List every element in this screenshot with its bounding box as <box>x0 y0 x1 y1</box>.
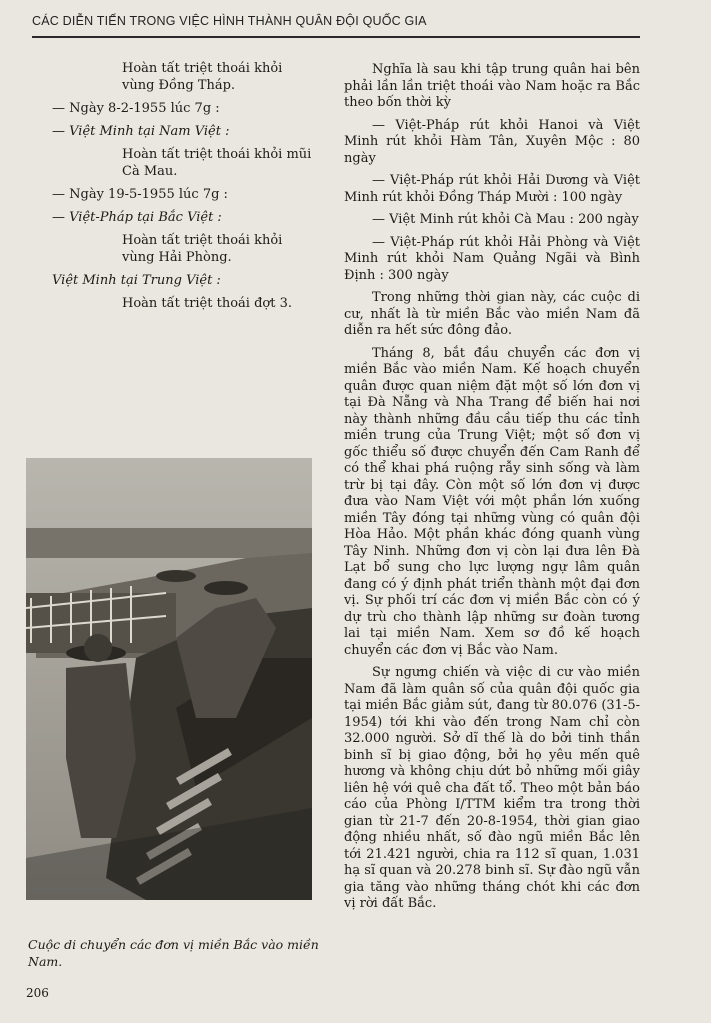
left-line-party: — Việt Minh tại Nam Việt : <box>52 124 230 139</box>
paragraph: — Việt Minh rút khỏi Cà Mau : 200 ngày <box>372 212 639 227</box>
page-number: 206 <box>26 986 49 1000</box>
paragraph: Tháng 8, bắt đầu chuyển các đơn vị miền Bắc vào miền Nam. Kế hoạch chuyển quân được quan niệm đặt một số lớn đơn vị tại Đà Nẵng và Nha Trang để biến hai nơi này thành những đầu cầu tiếp thu các tỉnh miền trung của Trung Việt; một số đơn vị gốc thiểu số được chuyển đến Cam Ranh để có thể khai phá ruộng rẫy sinh sống và làm trừ bị tại đây. Còn một số lớn đơn vị được đưa vào Nam Việt với một phần lớn xuống miền Tây đóng tại những vùng có quân đội Hòa Hảo. Một phần khác đóng quanh vùng Tây Ninh. Những đơn vị còn lại đưa lên Đà Lạt bổ sung cho lực lượng ngự lâm quân đang có ý định phát triển thành một đại đơn vị. Sự phối trí các đơn vị miền Bắc còn có ý dự trù cho thành lập những sư đoàn tương lai tại miền Nam. Xem sơ đồ kế hoạch chuyển các đơn vị Bắc vào Nam. <box>344 345 640 658</box>
left-line-indent: Hoàn tất triệt thoái khỏi vùng Hải Phòng. <box>122 233 283 265</box>
left-line-indent: Hoàn tất triệt thoái đợt 3. <box>122 296 292 311</box>
left-column <box>52 60 317 318</box>
paragraph: Sự ngưng chiến và việc di cư vào miền Nam đã làm quân số của quân đội quốc gia tại miền Bắc giảm sút, đang từ 80.076 (31-5-1954) tới khi vào đến trong Nam chỉ còn 32.000 người. Sở dĩ thế là do bởi tinh thần binh sĩ bị giao động, bởi họ yêu mến quê hương và không chịu dứt bỏ những mối giây liên hệ với quê cha đất tổ. Theo một bản báo cáo của Phòng I/TTM kiểm tra trong thời gian từ 21-7 đến 20-8-1954, thời gian giao động nhiều nhất, số đào ngũ miền Bắc lên tới 21.421 người, chia ra 112 sĩ quan, 1.031 hạ sĩ quan và 20.278 binh sĩ. Sự đào ngũ vẫn gia tăng vào những tháng chót khi các đơn vị rời đất Bắc. <box>344 665 640 911</box>
paragraph: Trong những thời gian này, các cuộc di cư, nhất là từ miền Bắc vào miền Nam đã diễn ra hết sức đông đảo. <box>344 290 640 338</box>
paragraph: Nghĩa là sau khi tập trung quân hai bên phải lần lần triệt thoái vào Nam hoặc ra Bắc theo bốn thời kỳ <box>344 62 640 110</box>
left-line-party: Việt Minh tại Trung Việt : <box>52 273 221 288</box>
paragraph: — Việt-Pháp rút khỏi Hải Dương và Việt Minh rút khỏi Đồng Tháp Mười : 100 ngày <box>344 173 640 205</box>
header-rule <box>32 36 640 38</box>
troop-transfer-photo <box>26 458 312 900</box>
left-line-indent: Hoàn tất triệt thoái khỏi mũi Cà Mau. <box>122 147 312 179</box>
left-line-indent: Hoàn tất triệt thoái khỏi vùng Đồng Tháp. <box>122 61 283 93</box>
left-line-date: — Ngày 8-2-1955 lúc 7g : <box>52 101 220 116</box>
photo-caption: Cuộc di chuyển các đơn vị miền Bắc vào miền Nam. <box>28 937 319 969</box>
paragraph: — Việt-Pháp rút khỏi Hải Phòng và Việt Minh rút khỏi Nam Quảng Ngãi và Bình Định : 300 ngày <box>344 234 640 283</box>
running-header: CÁC DIỄN TIẾN TRONG VIỆC HÌNH THÀNH QUÂN ĐỘI QUỐC GIA <box>32 14 427 28</box>
right-column <box>344 62 640 919</box>
paragraph: — Việt-Pháp rút khỏi Hanoi và Việt Minh rút khỏi Hàm Tân, Xuyên Mộc : 80 ngày <box>344 117 640 166</box>
left-line-date: — Ngày 19-5-1955 lúc 7g : <box>52 187 228 202</box>
left-line-party: — Việt-Pháp tại Bắc Việt : <box>52 210 222 225</box>
